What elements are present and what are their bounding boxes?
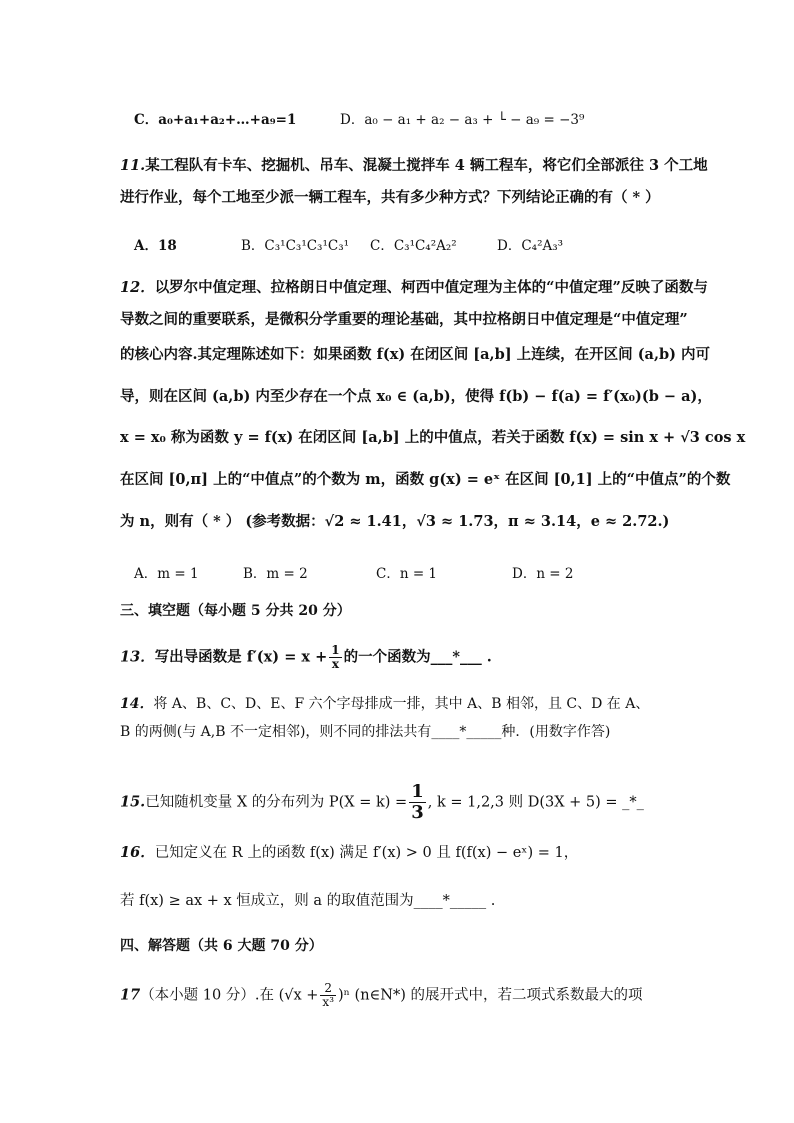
q17-post: )ⁿ (n∈N*) 的展开式中，若二项式系数最大的项 xyxy=(338,987,643,1004)
q11-option-c: C．C₃¹C₄²A₂² xyxy=(370,238,457,254)
q11-text-1: 某工程队有卡车、挖掘机、吊车、混凝土搅拌车 4 辆工程车，将它们全部派往 3 个工地 xyxy=(145,157,708,174)
q12-line-6: 在区间 [0,π] 上的“中值点”的个数为 m，函数 g(x) = eˣ 在区间 [0,1] 上的“中值点”的个数 xyxy=(120,471,731,488)
q16-line-2: 若 f(x) ≥ ax + x 恒成立，则 a 的取值范围为____*_____ . xyxy=(120,893,496,909)
q12-option-d: D．n = 2 xyxy=(512,566,574,582)
q12-line-5: x = x₀ 称为函数 y = f(x) 在闭区间 [a,b] 上的中值点，若关于函数 f(x) = sin x + √3 cos x xyxy=(120,429,746,446)
q11-number: 11. xyxy=(120,157,146,174)
q15-frac-num: 1 xyxy=(411,781,424,802)
q14-text-1: 将 A、B、C、D、E、F 六个字母排成一排，其中 A、B 相邻，且 C、D 在 A、 xyxy=(153,696,650,712)
q15-line xyxy=(120,782,644,823)
q12-option-a: A．m = 1 xyxy=(134,566,199,582)
q17-frac-num: 2 xyxy=(320,982,336,996)
q13-post: 的一个函数为___*___ . xyxy=(343,648,492,666)
q14-line-2: B 的两侧(与 A,B 不一定相邻)，则不同的排法共有____*_____种．(用数字作答) xyxy=(120,724,611,740)
q13-line xyxy=(120,644,492,671)
q13-frac-num: 1 xyxy=(331,643,340,657)
q12-line-7: 为 n，则有（ * ） (参考数据：√2 ≈ 1.41，√3 ≈ 1.73，π ≈ 3.14，e ≈ 2.72.) xyxy=(120,513,670,530)
q13-pre: 写出导函数是 f′(x) = x + xyxy=(154,648,328,666)
q11-line-1 xyxy=(120,156,708,176)
q11-line-2: 进行作业，每个工地至少派一辆工程车，共有多少种方式？下列结论正确的有（ * ） xyxy=(120,189,660,206)
q12-text-1: 以罗尔中值定理、拉格朗日中值定理、柯西中值定理为主体的“中值定理”反映了函数与 xyxy=(154,279,708,296)
section-3-heading: 三、填空题（每小题 5 分共 20 分） xyxy=(120,603,351,619)
q17-number: 17 xyxy=(120,986,141,1004)
q17-frac-den: x³ xyxy=(322,995,334,1009)
q15-number: 15. xyxy=(120,793,146,811)
q12-option-c: C．n = 1 xyxy=(376,566,438,582)
q12-line-4: 导，则在区间 (a,b) 内至少存在一个点 x₀ ∈ (a,b)，使得 f(b) − f(a) = f′(x₀)(b − a)， xyxy=(120,388,712,405)
q17-line xyxy=(120,982,642,1009)
q10-option-c: C．a₀+a₁+a₂+…+a₉=1 xyxy=(134,112,297,128)
q14-line-1 xyxy=(120,694,649,714)
q13-frac-den: x xyxy=(331,657,339,671)
q15-post: , k = 1,2,3 则 D(3X + 5) = _*_ xyxy=(427,794,644,811)
q16-text-1: 已知定义在 R 上的函数 f(x) 满足 f′(x) > 0 且 f(f(x) − eˣ) = 1， xyxy=(154,845,579,861)
q14-number: 14． xyxy=(120,696,154,712)
q12-line-3: 的核心内容.其定理陈述如下：如果函数 f(x) 在闭区间 [a,b] 上连续，在开区间 (a,b) 内可 xyxy=(120,346,711,363)
q12-number: 12． xyxy=(120,279,155,296)
q11-option-a: A．18 xyxy=(134,238,177,254)
q13-number: 13． xyxy=(120,648,155,666)
q12-option-b: B．m = 2 xyxy=(243,566,308,582)
q15-frac-den: 3 xyxy=(411,802,424,823)
q15-fraction xyxy=(409,782,426,823)
q15-pre: 已知随机变量 X 的分布列为 P(X = k) = xyxy=(145,794,408,811)
q17-fraction xyxy=(320,982,336,1009)
q16-line-1 xyxy=(120,843,578,863)
q11-option-d: D．C₄²A₃³ xyxy=(497,238,564,254)
q16-number: 16． xyxy=(120,844,155,861)
q12-line-1 xyxy=(120,278,708,298)
q10-option-d: D．a₀ − a₁ + a₂ − a₃ + └ − a₉ = −3⁹ xyxy=(340,112,585,128)
q12-line-2: 导数之间的重要联系，是微积分学重要的理论基础，其中拉格朗日中值定理是“中值定理” xyxy=(120,311,688,328)
section-4-heading: 四、解答题（共 6 大题 70 分） xyxy=(120,938,323,954)
q13-fraction xyxy=(329,644,341,671)
q17-pre: （本小题 10 分）.在 (√x + xyxy=(140,987,319,1004)
q11-option-b: B．C₃¹C₃¹C₃¹C₃¹ xyxy=(241,238,350,254)
